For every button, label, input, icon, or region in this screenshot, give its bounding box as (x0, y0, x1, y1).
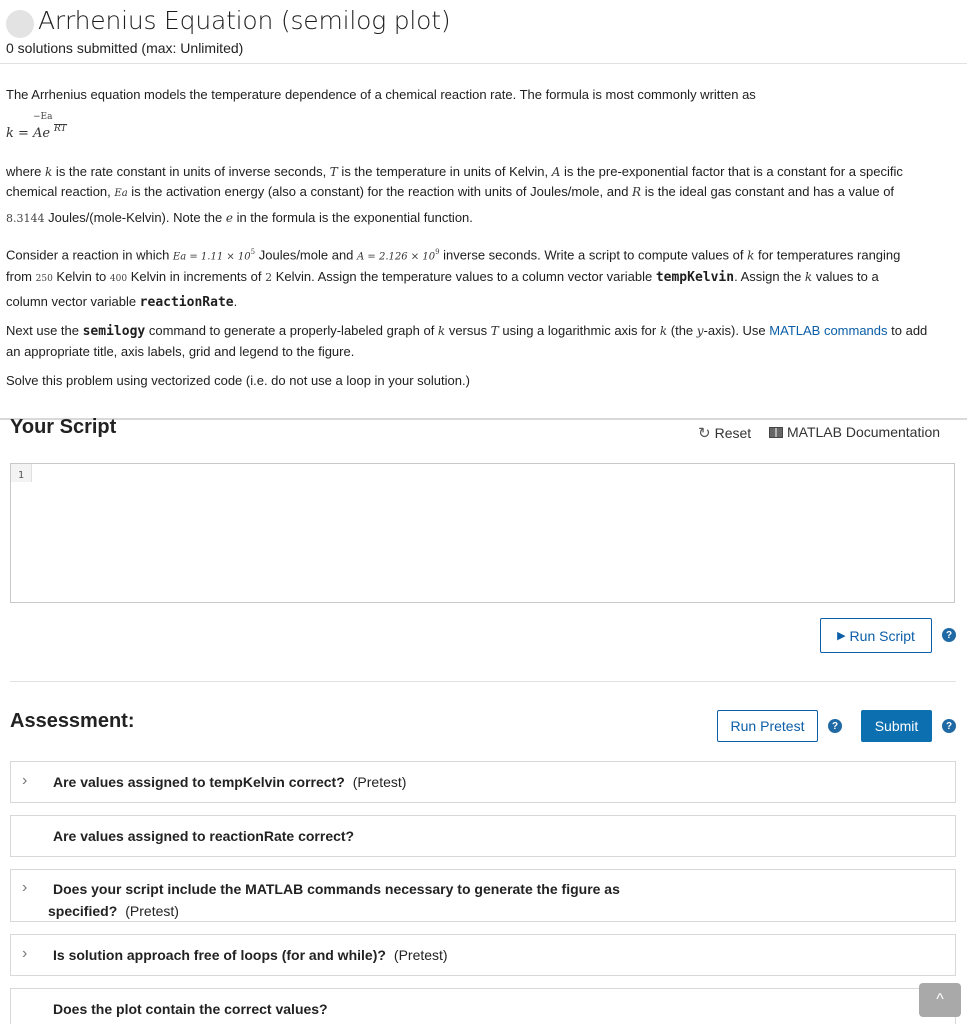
reset-button[interactable] (698, 424, 751, 442)
next-line-2: an appropriate title, axis labels, grid and legend to the figure. (6, 344, 355, 359)
section-divider (0, 418, 967, 420)
assessment-item[interactable]: Are values assigned to reactionRate correct? (10, 815, 956, 857)
problem-title: Arrhenius Equation (semilog plot) (38, 6, 451, 35)
help-icon[interactable]: ? (828, 719, 842, 733)
divider (10, 681, 956, 682)
help-icon[interactable]: ? (942, 719, 956, 733)
chevron-right-icon: › (22, 772, 28, 789)
vectorized-instruction: Solve this problem using vectorized code (i.e. do not use a loop in your solution.) (6, 373, 470, 388)
reset-label: Reset (714, 425, 752, 441)
documentation-label: MATLAB Documentation (787, 424, 941, 440)
run-script-button[interactable] (820, 618, 932, 653)
assessment-heading: Assessment: (10, 710, 135, 732)
scroll-to-top-button[interactable] (919, 983, 961, 1017)
matlab-commands-link[interactable]: MATLAB commands (769, 323, 888, 338)
status-indicator-icon (6, 10, 34, 38)
run-pretest-button[interactable]: Run Pretest (717, 710, 818, 742)
reset-icon: ↻ (698, 425, 711, 442)
chevron-right-icon: › (22, 879, 28, 896)
assessment-item[interactable]: Does the plot contain the correct values? (10, 988, 956, 1024)
matlab-documentation-link[interactable] (769, 424, 940, 440)
chevron-up-icon: ^ (936, 991, 944, 1008)
submission-count: 0 solutions submitted (max: Unlimited) (6, 40, 244, 56)
submit-button[interactable]: Submit (861, 710, 932, 742)
column-vector-line: column vector variable reactionRate. (6, 294, 238, 310)
assessment-item[interactable]: › Are values assigned to tempKelvin correct? (Pretest) (10, 761, 956, 803)
range-line: from 250 Kelvin to 400 Kelvin in increments of 2 Kelvin. Assign the temperature values to a column vector variable tempKelvin. Assign the k values to a (6, 269, 879, 285)
line-number: 1 (11, 464, 32, 482)
formula-exponent-numerator: −Ea (33, 112, 53, 122)
play-icon: ▶ (837, 630, 846, 642)
assessment-item[interactable]: › Is solution approach free of loops (for and while)? (Pretest) (10, 934, 956, 976)
intro-text: The Arrhenius equation models the temperature dependence of a chemical reaction rate. The formula is most commonly written as (6, 87, 756, 102)
description-line-2: chemical reaction, Ea is the activation energy (also a constant) for the reaction with units of Joules/mole, and R is the ideal gas constant and has a value of (6, 184, 895, 199)
arrhenius-formula (6, 112, 86, 142)
description-line-1: where k is the rate constant in units of inverse seconds, T is the temperature in units of Kelvin, A is the pre-exponential factor that is a constant for a specific (6, 164, 903, 179)
description-line-3: 8.3144 Joules/(mole-Kelvin). Note the e in the formula is the exponential function. (6, 210, 473, 225)
formula-exponent-denominator: RT (54, 124, 67, 134)
next-line: Next use the semilogy command to generate a properly-labeled graph of k versus T using a logarithmic axis for k (the y-axis). Use MATLAB commands to add (6, 323, 928, 339)
script-editor[interactable] (10, 463, 955, 603)
consider-line: Consider a reaction in which $Ea = 1.11 \times 10^5$ Joules/mole and $A = 2.126 \times 10^9$ inverse seconds. Write a script to compute values of k for temperatures ranging (6, 247, 901, 263)
divider (0, 63, 967, 64)
chevron-right-icon: › (22, 945, 28, 962)
formula-base: k = Ae (6, 126, 51, 141)
run-script-label: Run Script (849, 627, 915, 644)
book-icon (769, 427, 783, 438)
help-icon[interactable]: ? (942, 628, 956, 642)
assessment-item[interactable]: › Does your script include the MATLAB commands necessary to generate the figure as specified? (Pretest) (10, 869, 956, 922)
your-script-heading: Your Script (10, 416, 117, 438)
